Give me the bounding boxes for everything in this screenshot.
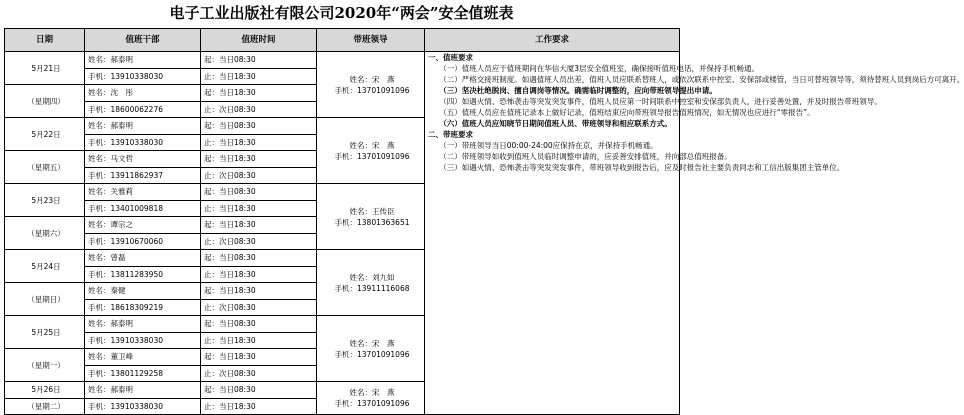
header-leader: 带班领导 bbox=[317, 29, 425, 52]
weekday-cell: （星期六） bbox=[5, 217, 85, 250]
cadre-phone-value: 18618309219 bbox=[110, 302, 163, 312]
requirement-paragraph: 二、带班要求 bbox=[428, 130, 473, 139]
shift-end-time: 止：次日08:30 bbox=[201, 233, 317, 250]
duty-schedule-table bbox=[4, 28, 964, 415]
cadre-phone-value: 13401009818 bbox=[110, 203, 163, 213]
name-label: 姓名： bbox=[88, 55, 111, 65]
shift-start-time: 起：当日08:30 bbox=[201, 382, 317, 399]
cadre-name bbox=[85, 316, 201, 333]
date-cell: 5月24日 bbox=[5, 250, 85, 283]
phone-label: 手机： bbox=[88, 368, 111, 378]
cadre-phone-value: 13801129258 bbox=[110, 368, 163, 378]
shift-end-time: 止：当日18:30 bbox=[201, 398, 317, 415]
requirement-paragraph: （三）如遇火情、恐怖袭击等突发突发事件，带班领导收到报告后，应及时报告社主要负责同志和工信出版集团主管单位。 bbox=[439, 163, 845, 172]
cadre-phone-value: 18600062276 bbox=[110, 104, 163, 114]
shift-end-time: 止：次日08:30 bbox=[201, 365, 317, 382]
cadre-phone-value: 13910338030 bbox=[110, 335, 163, 345]
table-row bbox=[5, 52, 680, 69]
leader-name: 姓名：宋 燕 bbox=[349, 338, 395, 348]
cadre-name-value: 秦健 bbox=[110, 286, 126, 296]
date-cell: 5月22日 bbox=[5, 118, 85, 151]
leader-phone: 手机：13701091096 bbox=[334, 349, 410, 359]
requirement-paragraph: （五）值班人员应在值班记录本上做好记录，值班结束应向带班领导报告值班情况，如无情况也应进行“零报告”。 bbox=[439, 108, 815, 117]
cadre-name bbox=[85, 382, 201, 399]
phone-label: 手机： bbox=[88, 302, 111, 312]
shift-end-time: 止：当日18:30 bbox=[201, 200, 317, 217]
duty-leader bbox=[317, 382, 425, 415]
schedule-body bbox=[5, 52, 964, 415]
shift-start-time: 起：当日18:30 bbox=[201, 151, 317, 168]
name-label: 姓名： bbox=[88, 286, 111, 296]
cadre-phone bbox=[85, 101, 201, 118]
shift-end-time: 止：次日08:30 bbox=[201, 167, 317, 184]
shift-end-time: 止：当日18:30 bbox=[201, 266, 317, 283]
shift-start-time: 起：当日08:30 bbox=[201, 250, 317, 267]
requirement-paragraph: （六）值班人员应知晓节日期间值班人员、带班领导和相应联系方式。 bbox=[439, 119, 672, 128]
leader-name: 姓名：刘九如 bbox=[349, 272, 395, 282]
name-label: 姓名： bbox=[88, 88, 111, 98]
date-cell: 5月26日 bbox=[5, 382, 85, 399]
cadre-name bbox=[85, 184, 201, 201]
leader-phone: 手机：13911116068 bbox=[334, 283, 410, 293]
shift-start-time: 起：当日08:30 bbox=[201, 316, 317, 333]
cadre-phone-value: 13910338030 bbox=[110, 71, 163, 81]
header-time: 值班时间 bbox=[201, 29, 317, 52]
duty-leader bbox=[317, 250, 425, 316]
header-date: 日期 bbox=[5, 29, 85, 52]
cadre-name bbox=[85, 118, 201, 135]
phone-label: 手机： bbox=[88, 335, 111, 345]
cadre-name-value: 董卫峰 bbox=[110, 352, 133, 362]
cadre-phone bbox=[85, 398, 201, 415]
cadre-name bbox=[85, 52, 201, 69]
cadre-phone bbox=[85, 266, 201, 283]
cadre-name-value: 谭宗之 bbox=[110, 220, 133, 230]
phone-label: 手机： bbox=[88, 236, 111, 246]
shift-start-time: 起：当日18:30 bbox=[201, 283, 317, 300]
cadre-phone bbox=[85, 233, 201, 250]
cadre-phone bbox=[85, 200, 201, 217]
weekday-cell: （星期日） bbox=[5, 283, 85, 316]
cadre-phone-value: 13811283950 bbox=[110, 269, 163, 279]
shift-end-time: 止：当日18:30 bbox=[201, 134, 317, 151]
cadre-name-value: 郝泰明 bbox=[110, 319, 133, 329]
cadre-name-value: 曾磊 bbox=[110, 253, 126, 263]
page-title: 电子工业出版社有限公司2020年“两会”安全值班表 bbox=[169, 4, 514, 22]
cadre-phone-value: 13911862937 bbox=[110, 170, 163, 180]
cadre-phone-value: 13910670060 bbox=[110, 236, 163, 246]
weekday-cell: （星期五） bbox=[5, 151, 85, 184]
leader-name: 姓名：宋 燕 bbox=[349, 74, 395, 84]
duty-leader bbox=[317, 316, 425, 382]
weekday-cell: （星期一） bbox=[5, 349, 85, 382]
shift-start-time: 起：当日08:30 bbox=[201, 52, 317, 69]
phone-label: 手机： bbox=[88, 137, 111, 147]
name-label: 姓名： bbox=[88, 319, 111, 329]
shift-end-time: 止：次日08:30 bbox=[201, 101, 317, 118]
duty-leader bbox=[317, 118, 425, 184]
shift-start-time: 起：当日08:30 bbox=[201, 118, 317, 135]
duty-leader bbox=[317, 52, 425, 118]
cadre-phone bbox=[85, 332, 201, 349]
phone-label: 手机： bbox=[88, 71, 111, 81]
cadre-name bbox=[85, 283, 201, 300]
phone-label: 手机： bbox=[88, 269, 111, 279]
work-requirements bbox=[425, 52, 964, 415]
cadre-name-value: 郝泰明 bbox=[110, 385, 133, 395]
cadre-phone-value: 13910338030 bbox=[110, 401, 163, 411]
date-cell: 5月23日 bbox=[5, 184, 85, 217]
requirement-paragraph: （一）值班人员应于值班期间在华信大厦3层安全值班室，确保接听值班电话，并保持手机畅通。 bbox=[439, 64, 760, 73]
date-cell: 5月21日 bbox=[5, 52, 85, 85]
requirement-paragraph: （四）如遇火情、恐怖袭击等突发突发事件，值班人员应第一时间联系中控室和安保部负责人，进行妥善处置，并及时报告带班领导。 bbox=[439, 97, 882, 106]
header-row bbox=[5, 29, 680, 52]
leader-phone: 手机：13701091096 bbox=[334, 85, 410, 95]
phone-label: 手机： bbox=[88, 104, 111, 114]
leader-phone: 手机：13801363651 bbox=[334, 217, 410, 227]
weekday-cell: （星期二） bbox=[5, 398, 85, 415]
cadre-phone bbox=[85, 68, 201, 85]
name-label: 姓名： bbox=[88, 121, 111, 131]
cadre-phone bbox=[85, 167, 201, 184]
phone-label: 手机： bbox=[88, 170, 111, 180]
cadre-name bbox=[85, 217, 201, 234]
cadre-name-value: 沈 彤 bbox=[110, 88, 133, 98]
requirement-paragraph: （一）带班领导当日00:00-24:00应保持在京，并保持手机畅通。 bbox=[439, 141, 658, 150]
requirement-paragraph: （二）严格交接班制度。如遇值班人员出差，值班人员应联系替班人，或依次联系中控室、安保部或楼管，当日可替班领导等，须待替班人员到岗后方可离开。 bbox=[439, 75, 964, 84]
requirement-paragraph: （三）坚决杜绝脱岗、擅自调岗等情况。确需临时调整的，应向带班领导提出申请。 bbox=[439, 86, 717, 95]
requirement-paragraph: （二）带班领导如收到值班人员临时调整申请的，应妥善安排值班，并向部总值班报备。 bbox=[439, 152, 732, 161]
shift-start-time: 起：当日18:30 bbox=[201, 217, 317, 234]
leader-phone: 手机：13701091096 bbox=[334, 151, 410, 161]
requirement-paragraph: 一、值班要求 bbox=[428, 53, 473, 62]
header-cadre: 值班干部 bbox=[85, 29, 201, 52]
leader-phone: 手机：13701091096 bbox=[334, 399, 410, 408]
shift-start-time: 起：当日18:30 bbox=[201, 85, 317, 102]
leader-name: 姓名：王传臣 bbox=[349, 206, 395, 216]
shift-end-time: 止：次日08:30 bbox=[201, 299, 317, 316]
name-label: 姓名： bbox=[88, 220, 111, 230]
cadre-phone bbox=[85, 299, 201, 316]
cadre-name bbox=[85, 85, 201, 102]
cadre-name-value: 关雅莉 bbox=[110, 187, 133, 197]
shift-start-time: 起：当日08:30 bbox=[201, 184, 317, 201]
name-label: 姓名： bbox=[88, 253, 111, 263]
cadre-name-value: 郝泰明 bbox=[110, 121, 133, 131]
leader-name: 姓名：宋 燕 bbox=[349, 388, 395, 397]
cadre-phone-value: 13910338030 bbox=[110, 137, 163, 147]
name-label: 姓名： bbox=[88, 385, 111, 395]
leader-name: 姓名：宋 燕 bbox=[349, 140, 395, 150]
header-requirements: 工作要求 bbox=[425, 29, 680, 52]
cadre-name bbox=[85, 349, 201, 366]
cadre-name bbox=[85, 151, 201, 168]
duty-leader bbox=[317, 184, 425, 250]
cadre-name bbox=[85, 250, 201, 267]
name-label: 姓名： bbox=[88, 154, 111, 164]
date-cell: 5月25日 bbox=[5, 316, 85, 349]
weekday-cell: （星期四） bbox=[5, 85, 85, 118]
cadre-name-value: 马文哲 bbox=[110, 154, 133, 164]
cadre-name-value: 郝泰明 bbox=[110, 55, 133, 65]
name-label: 姓名： bbox=[88, 187, 111, 197]
phone-label: 手机： bbox=[88, 401, 111, 411]
shift-start-time: 起：当日18:30 bbox=[201, 349, 317, 366]
shift-end-time: 止：当日18:30 bbox=[201, 68, 317, 85]
shift-end-time: 止：当日18:30 bbox=[201, 332, 317, 349]
name-label: 姓名： bbox=[88, 352, 111, 362]
phone-label: 手机： bbox=[88, 203, 111, 213]
cadre-phone bbox=[85, 365, 201, 382]
cadre-phone bbox=[85, 134, 201, 151]
